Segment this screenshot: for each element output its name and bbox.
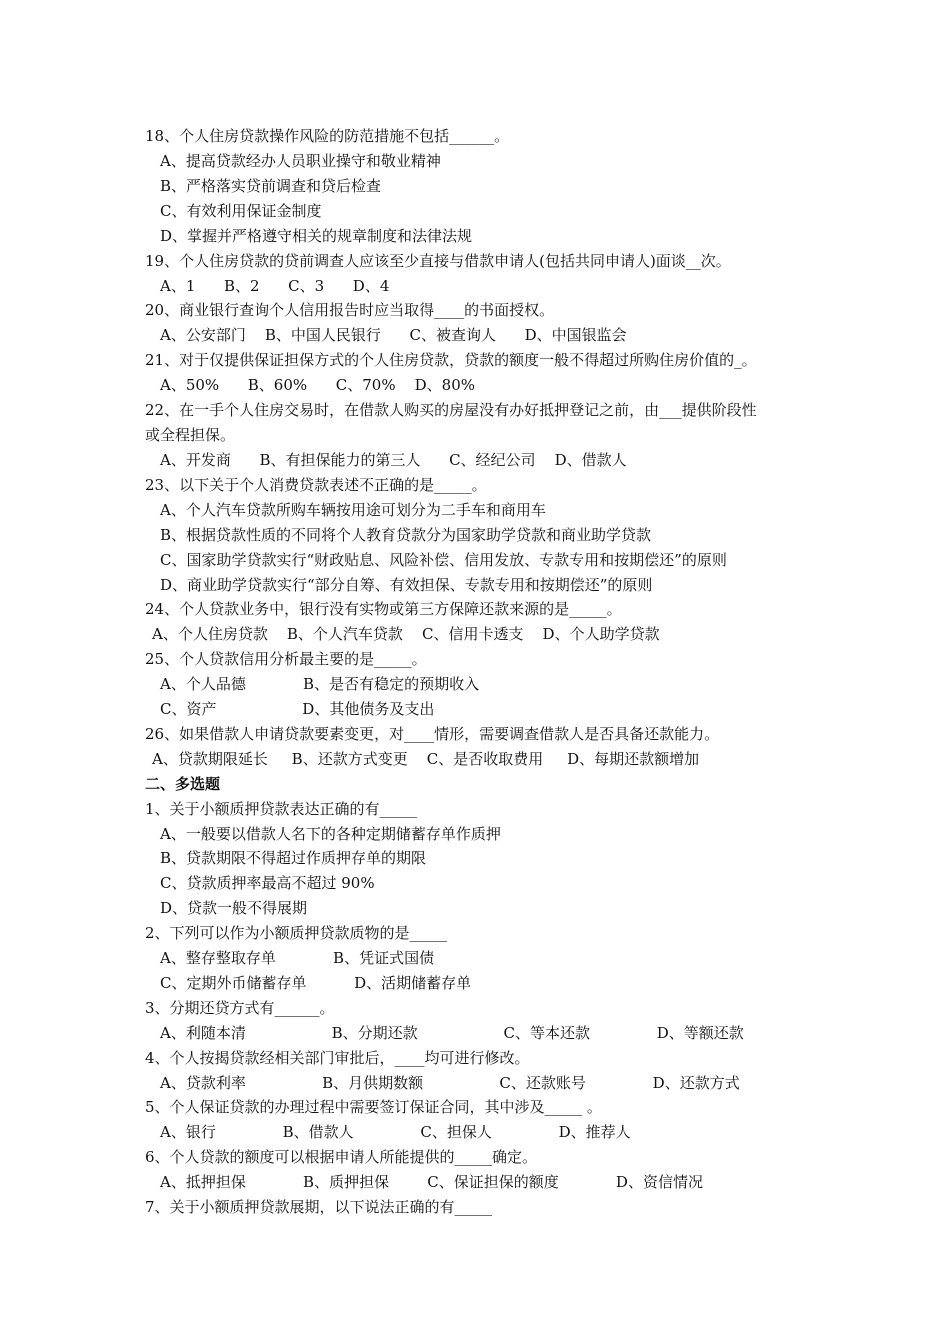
option-line: B、严格落实贷前调查和贷后检查 [160, 177, 382, 195]
question-25: 25、个人贷款信用分析最主要的是_____。 [145, 650, 427, 668]
multi-question-6: 6、个人贷款的额度可以根据申请人所能提供的_____确定。 [145, 1148, 538, 1166]
option-line: A、利随本清 B、分期还款 C、等本还款 D、等额还款 [160, 1024, 744, 1042]
option-line: A、公安部门 B、中国人民银行 C、被查询人 D、中国银监会 [160, 326, 627, 344]
question-18: 18、个人住房贷款操作风险的防范措施不包括______。 [145, 127, 510, 145]
option-line: A、个人住房贷款 B、个人汽车贷款 C、信用卡透支 D、个人助学贷款 [152, 625, 660, 643]
option-line: A、提高贷款经办人员职业操守和敬业精神 [160, 152, 441, 170]
option-line: A、1 B、2 C、3 D、4 [160, 277, 390, 295]
option-line: A、贷款利率 B、月供期数额 C、还款账号 D、还款方式 [160, 1074, 740, 1092]
option-line: A、银行 B、借款人 C、担保人 D、推荐人 [160, 1123, 631, 1141]
option-line: D、贷款一般不得展期 [160, 899, 308, 917]
multi-question-2: 2、下列可以作为小额质押贷款质物的是_____ [145, 924, 448, 942]
option-line: A、贷款期限延长 B、还款方式变更 C、是否收取费用 D、每期还款额增加 [152, 750, 700, 768]
multi-question-5: 5、个人保证贷款的办理过程中需要签订保证合同，其中涉及_____ 。 [145, 1098, 602, 1116]
question-19: 19、个人住房贷款的贷前调查人应该至少直接与借款申请人(包括共同申请人)面谈__次。 [145, 252, 731, 270]
option-line: C、国家助学贷款实行“财政贴息、风险补偿、信用发放、专款专用和按期偿还”的原则 [160, 551, 727, 569]
option-line: C、资产 D、其他债务及支出 [160, 700, 435, 718]
option-line: C、定期外币储蓄存单 D、活期储蓄存单 [160, 974, 472, 992]
question-22: 22、在一手个人住房交易时，在借款人购买的房屋没有办好抵押登记之前，由___提供阶段性 [145, 401, 757, 419]
question-23: 23、以下关于个人消费贷款表述不正确的是_____。 [145, 476, 487, 494]
option-line: B、根据贷款性质的不同将个人教育贷款分为国家助学贷款和商业助学贷款 [160, 526, 652, 544]
option-line: A、抵押担保 B、质押担保 C、保证担保的额度 D、资信情况 [160, 1173, 703, 1191]
option-line: C、贷款质押率最高不超过 90% [160, 874, 375, 892]
option-line: B、贷款期限不得超过作质押存单的期限 [160, 849, 427, 867]
question-21: 21、对于仅提供保证担保方式的个人住房贷款，贷款的额度一般不得超过所购住房价值的_。 [145, 351, 757, 369]
option-line: A、个人品德 B、是否有稳定的预期收入 [160, 675, 480, 693]
option-line: D、商业助学贷款实行“部分自筹、有效担保、专款专用和按期偿还”的原则 [160, 576, 653, 594]
section-heading: 二、多选题 [145, 775, 221, 793]
multi-question-3: 3、分期还贷方式有______。 [145, 999, 335, 1017]
option-line: D、掌握并严格遵守相关的规章制度和法律法规 [160, 227, 473, 245]
option-line: A、个人汽车贷款所购车辆按用途可划分为二手车和商用车 [160, 501, 546, 519]
question-20: 20、商业银行查询个人信用报告时应当取得____的书面授权。 [145, 301, 555, 319]
multi-question-1: 1、关于小额质押贷款表达正确的有_____ [145, 800, 418, 818]
multi-question-4: 4、个人按揭贷款经相关部门审批后，____均可进行修改。 [145, 1049, 530, 1067]
option-line: A、一般要以借款人名下的各种定期储蓄存单作质押 [160, 825, 501, 843]
option-line: A、整存整取存单 B、凭证式国债 [160, 949, 435, 967]
option-line: A、开发商 B、有担保能力的第三人 C、经纪公司 D、借款人 [160, 451, 627, 469]
question-26: 26、如果借款人申请贷款要素变更，对____情形，需要调查借款人是否具备还款能力。 [145, 725, 720, 743]
option-line: A、50% B、60% C、70% D、80% [160, 376, 476, 394]
question-24: 24、个人贷款业务中，银行没有实物或第三方保障还款来源的是_____。 [145, 600, 622, 618]
multi-question-7: 7、关于小额质押贷款展期，以下说法正确的有_____ [145, 1198, 493, 1216]
question-22-continued: 或全程担保。 [145, 426, 236, 444]
option-line: C、有效利用保证金制度 [160, 202, 322, 220]
